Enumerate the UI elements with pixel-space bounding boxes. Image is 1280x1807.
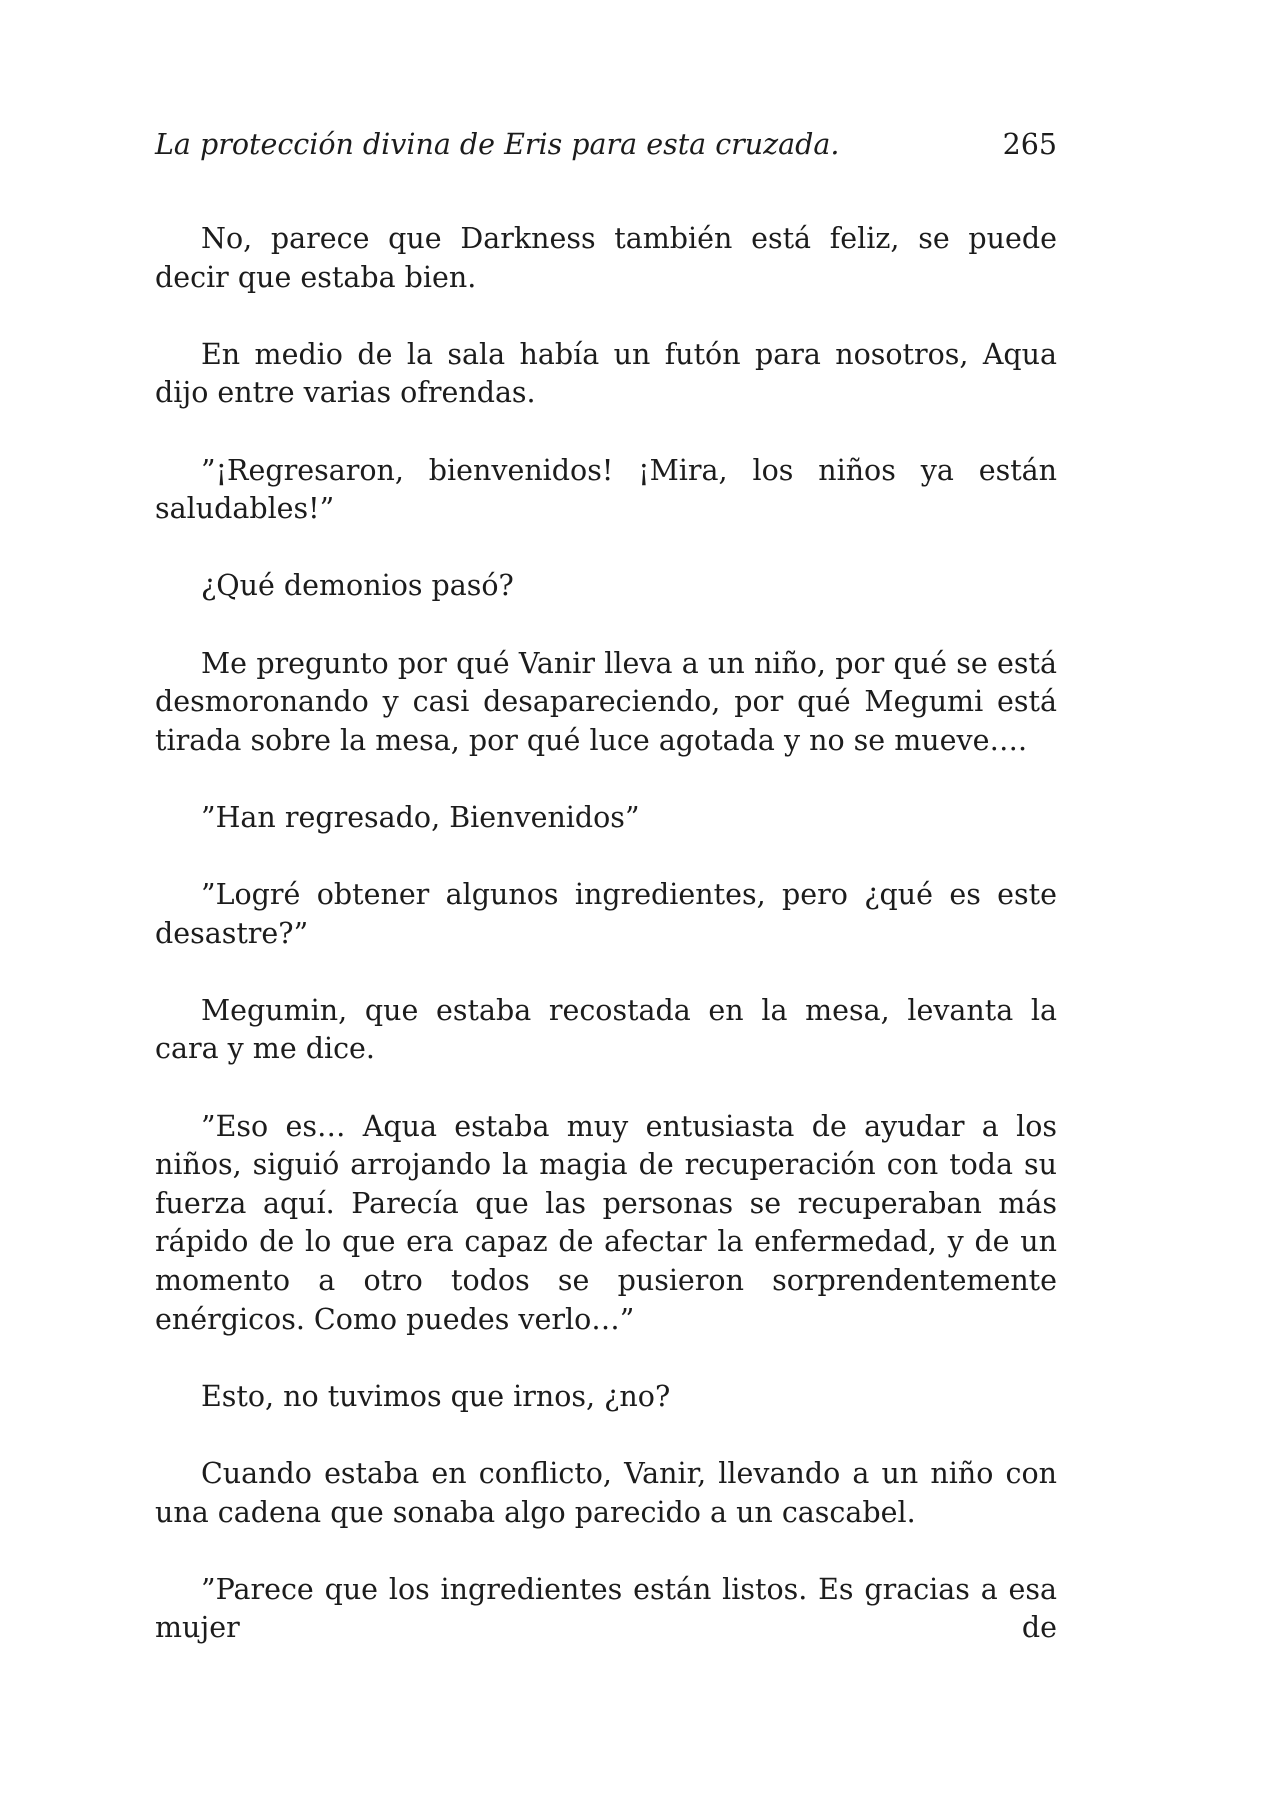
- body-text: [155, 220, 1057, 1687]
- paragraph: Esto, no tuvimos que irnos, ¿no?: [201, 1379, 671, 1413]
- paragraph: ”¡Regresaron, bienvenidos! ¡Mira, los niños ya están saludables!”: [155, 453, 1057, 526]
- page-number: 265: [1002, 128, 1057, 161]
- running-title: La protección divina de Eris para esta cruzada.: [155, 128, 840, 161]
- paragraph: ”Han regresado, Bienvenidos”: [201, 800, 640, 834]
- paragraph: Cuando estaba en conflicto, Vanir, llevando a un niño con una cadena que sonaba algo parecido a un cascabel.: [155, 1457, 1057, 1529]
- paragraph: ”Parece que los ingredientes están listos. Es gracias a esa mujer de: [155, 1572, 1057, 1645]
- paragraph: ¿Qué demonios pasó?: [201, 569, 514, 603]
- paragraph: No, parece que Darkness también está feliz, se puede decir que estaba bien.: [155, 222, 1057, 294]
- running-header: [155, 128, 1057, 172]
- paragraph: Me pregunto por qué Vanir lleva a un niño, por qué se está desmoronando y casi desapareciendo, por qué Megumi está tirada sobre la mesa, por qué luce agotada y no se mueve….: [155, 646, 1057, 757]
- paragraph: En medio de la sala había un futón para nosotros, Aqua dijo entre varias ofrendas.: [155, 337, 1057, 410]
- paragraph: ”Logré obtener algunos ingredientes, pero ¿qué es este desastre?”: [155, 878, 1057, 950]
- paragraph: Megumin, que estaba recostada en la mesa, levanta la cara y me dice.: [155, 993, 1057, 1066]
- paragraph: ”Eso es… Aqua estaba muy entusiasta de ayudar a los niños, siguió arrojando la magia de recuperación con toda su fuerza aquí. Parecía que las personas se recuperaban más rápido de lo que era capaz de afectar la enfermedad, y de un momento a otro todos se pusieron sorprendentemente enérgicos. Como puedes verlo…”: [155, 1109, 1057, 1336]
